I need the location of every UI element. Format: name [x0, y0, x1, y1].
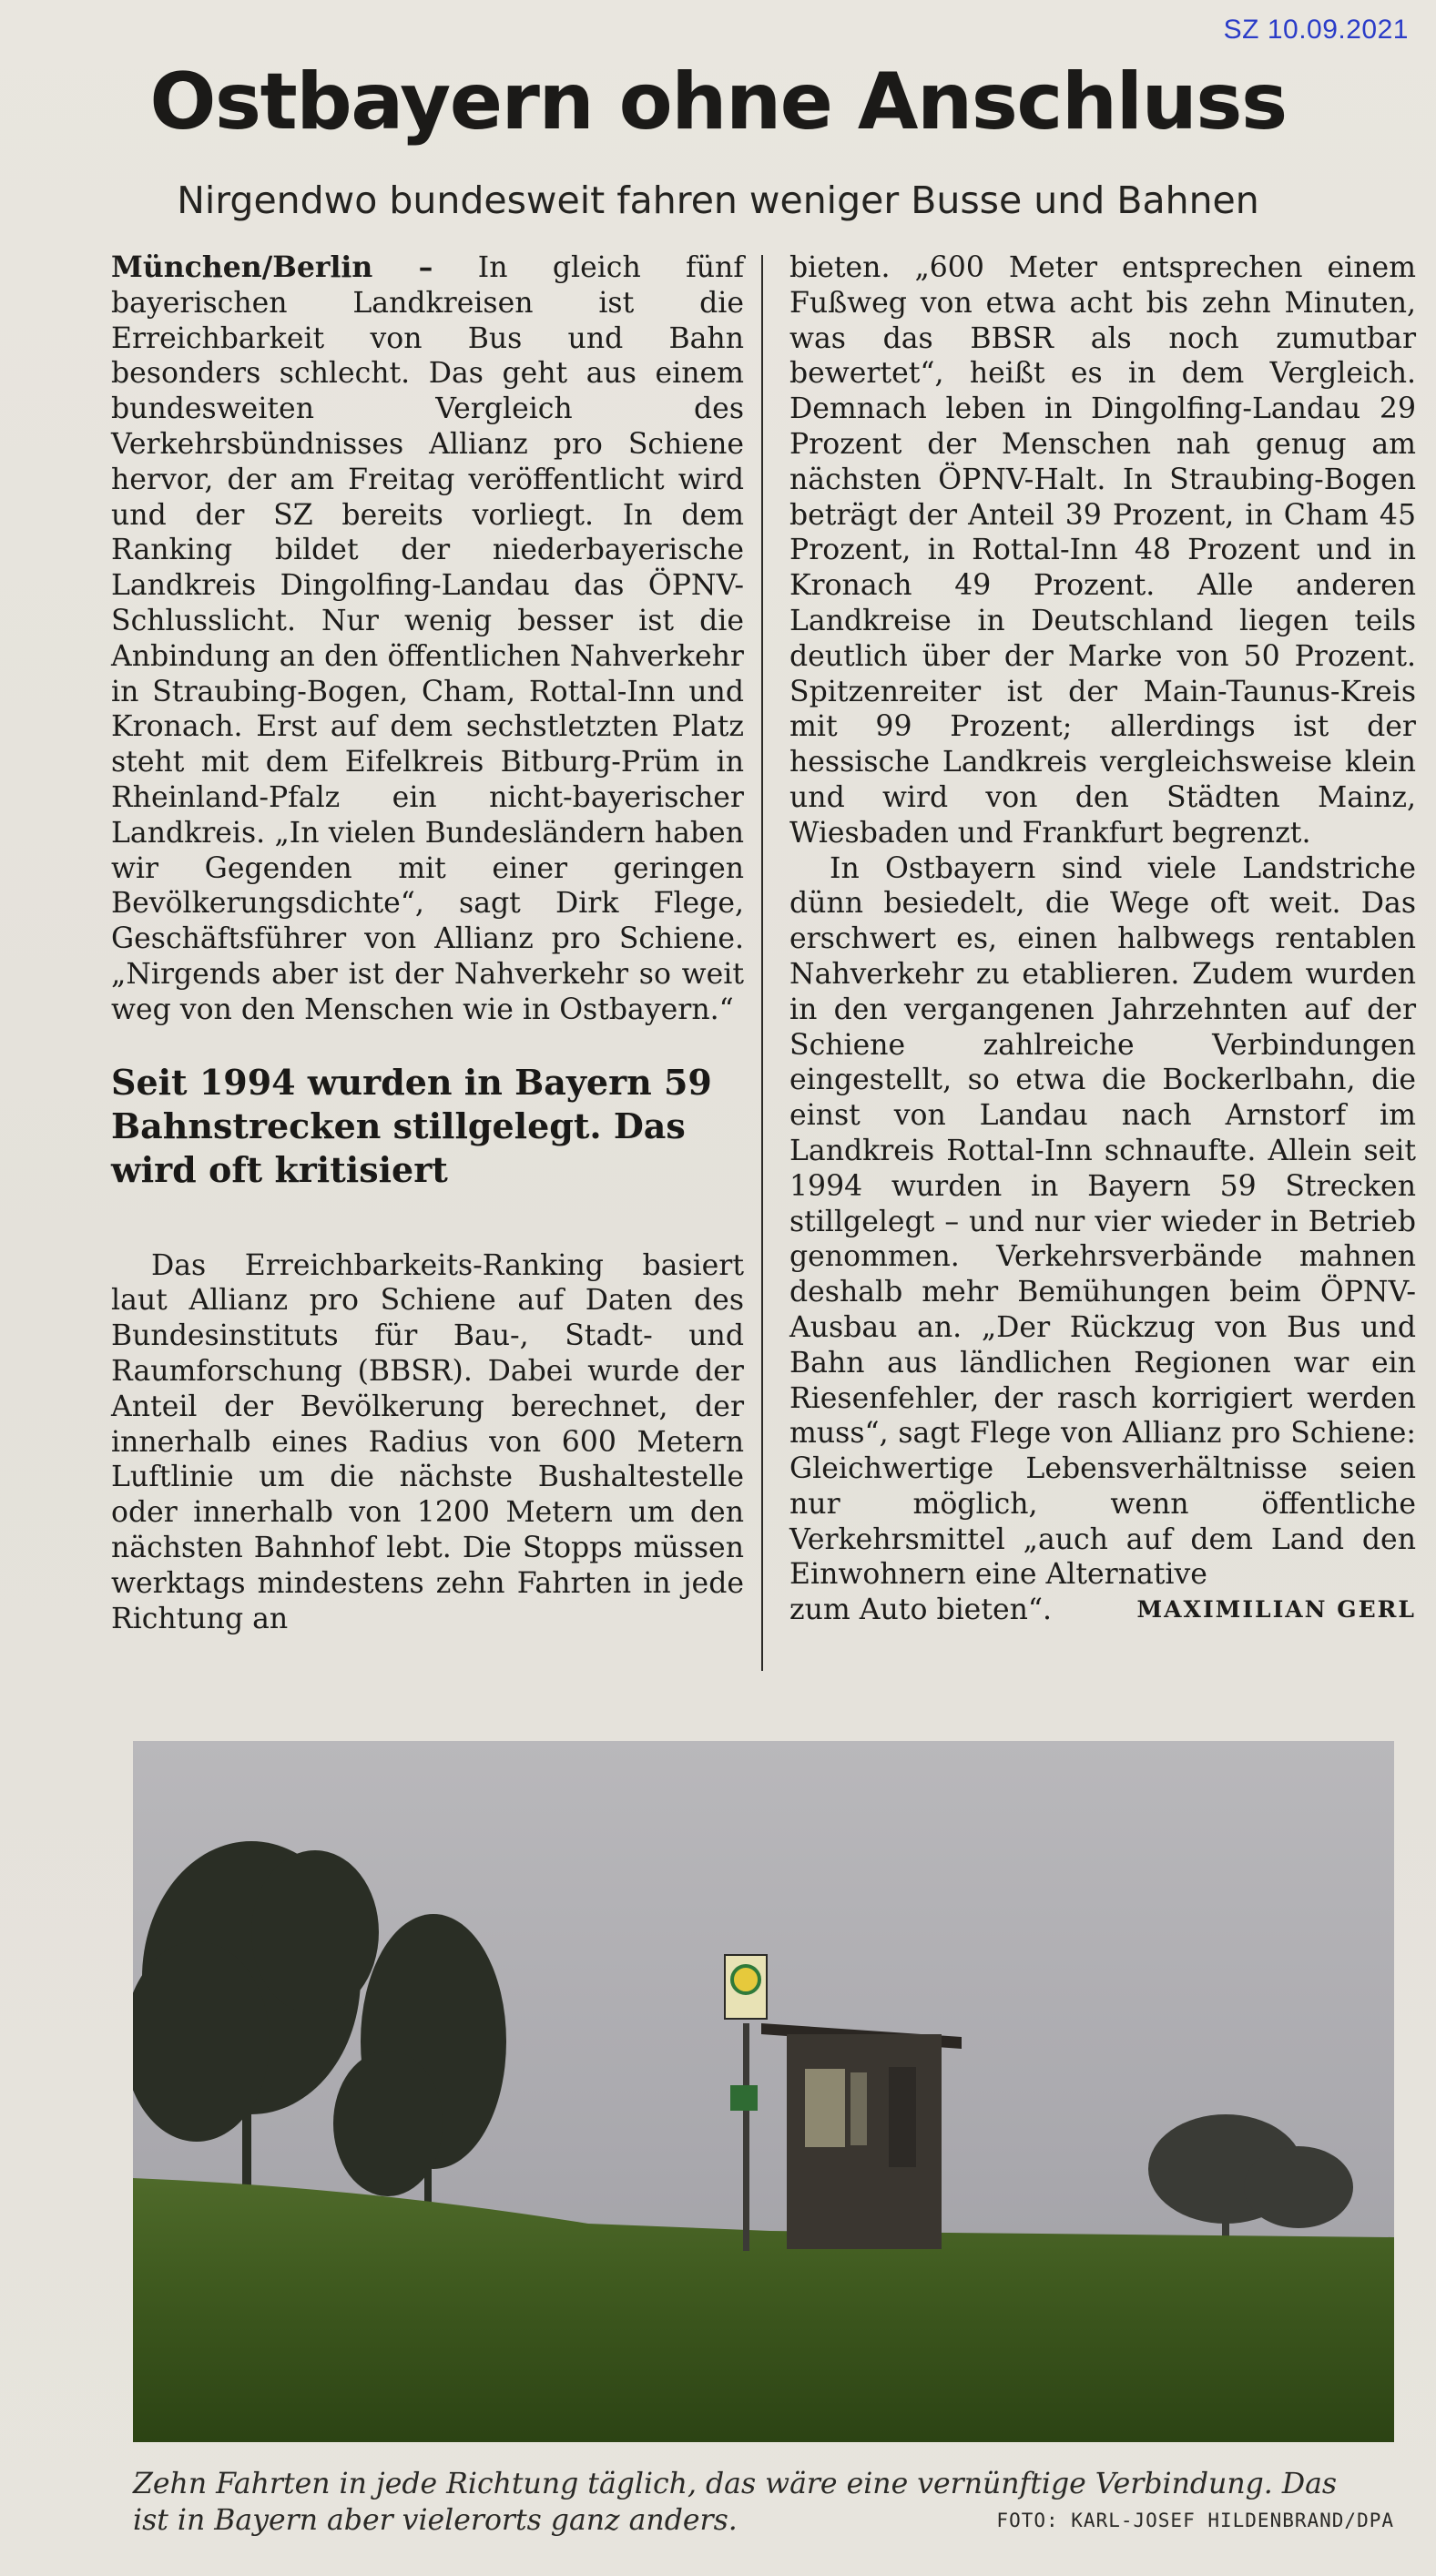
article-paragraph-3: In Ostbayern sind viele Landstriche dünn besiedelt, die Wege oft weit. Das erschwert es, einen halbwegs rentablen Nahverkehr zu etablieren. Zudem wurden in den vergangenen Jahrzehnten auf der Schiene zahlreiche Verbindungen eingestellt, so etwa die Bockerlbahn, die einst von Landau nach Arnstorf im Landkreis Rottal-Inn schnaufte. Allein seit 1994 wurden in Bayern 59 Strecken stillgelegt – und nur vier wieder in Betrieb genommen. Verkehrsverbände mahnen deshalb mehr Bemühungen beim ÖPNV-Ausbau an. „Der Rückzug von Bus und Bahn aus ländlichen Regionen war ein Riesenfehler, der rasch korrigiert werden muss“, sagt Flege von Allianz pro Schiene: Gleichwertige Lebensverhältnisse seien nur möglich, wenn öffentliche Verkehrsmittel „auch auf dem Land den Einwohnern eine Alternative: [789, 851, 1416, 1592]
subheadline: Nirgendwo bundesweit fahren weniger Busse und Bahnen: [177, 178, 1259, 222]
bus-stop-photo: [133, 1741, 1394, 2442]
caption-line-1: Zehn Fahrten in jede Richtung täglich, das wäre eine vernünftige Verbindung. Das: [133, 2468, 1338, 2500]
paragraph-1-text: In gleich fünf bayerischen Landkreisen ist die Erreichbarkeit von Bus und Bahn besonders schlecht. Das geht aus einem bundesweiten Vergleich des Verkehrsbündnisses Allianz pro Schiene hervor, der am Freitag veröffentlicht wird und der SZ bereits vorliegt. In dem Ranking bildet der niederbayerische Landkreis Dingolfing-Landau das ÖPNV-Schlusslicht. Nur wenig besser ist die Anbindung an den öffentlichen Nahverkehr in Straubing-Bogen, Cham, Rottal-Inn und Kronach. Erst auf dem sechstletzten Platz steht mit dem Eifelkreis Bitburg-Prüm in Rheinland-Pfalz ein nicht-bayerischer Landkreis. „In vielen Bundesländern haben wir Gegenden mit einer geringen Bevölkerungsdichte“, sagt Dirk Flege, Geschäftsführer von Allianz pro Schiene. „Nirgends aber ist der Nahverkehr so weit weg von den Menschen wie in Ostbayern.“: [111, 251, 744, 1026]
article-column-left: [111, 250, 744, 1636]
crosshead: Seit 1994 wurden in Bayern 59 Bahnstrecken stillgelegt. Das wird oft kritisiert: [111, 1061, 712, 1190]
article-paragraph-2-continued: bieten. „600 Meter entsprechen einem Fußweg von etwa acht bis zehn Minuten, was das BBSR als noch zumutbar bewertet“, heißt es in dem Vergleich. Demnach leben in Dingolfing-Landau 29 Prozent der Menschen nah genug am nächsten ÖPNV-Halt. In Straubing-Bogen beträgt der Anteil 39 Prozent, in Cham 45 Prozent, in Rottal-Inn 48 Prozent und in Kronach 49 Prozent. Alle anderen Landkreise in Deutschland liegen teils deutlich über der Marke von 50 Prozent. Spitzenreiter ist der Main-Taunus-Kreis mit 99 Prozent; allerdings ist der hessische Landkreis vergleichsweise klein und wird von den Städten Mainz, Wiesbaden und Frankfurt begrenzt.: [789, 251, 1416, 850]
author: MAXIMILIAN GERL: [1136, 1596, 1416, 1624]
article-photo: [133, 1741, 1394, 2442]
article-paragraph-1: [111, 250, 744, 1028]
paragraph-3-last-line: zum Auto bieten“.: [789, 1593, 1053, 1627]
headline: Ostbayern ohne Anschluss: [149, 56, 1287, 148]
bus-shelter: [761, 2023, 962, 2249]
source-stamp: SZ 10.09.2021: [1223, 15, 1409, 45]
caption-line-2: ist in Bayern aber vielerorts ganz anders.: [133, 2504, 738, 2537]
article-paragraph-2: Das Erreichbarkeits-Ranking basiert laut Allianz pro Schiene auf Daten des Bundesinstituts für Bau-, Stadt- und Raumforschung (BBSR). Dabei wurde der Anteil der Bevölkerung berechnet, der innerhalb eines Radius von 600 Metern Luftlinie um die nächste Bushaltestelle oder innerhalb von 1200 Metern um den nächsten Bahnhof lebt. Die Stopps müssen werktags mindestens zehn Fahrten in jede Richtung an: [111, 1248, 744, 1635]
dateline: München/Berlin –: [111, 250, 433, 284]
article-column-right: [789, 250, 1416, 1628]
byline-row: [789, 1593, 1416, 1628]
column-divider: [761, 255, 763, 1671]
photo-credit: FOTO: KARL-JOSEF HILDENBRAND/DPA: [996, 2510, 1394, 2531]
